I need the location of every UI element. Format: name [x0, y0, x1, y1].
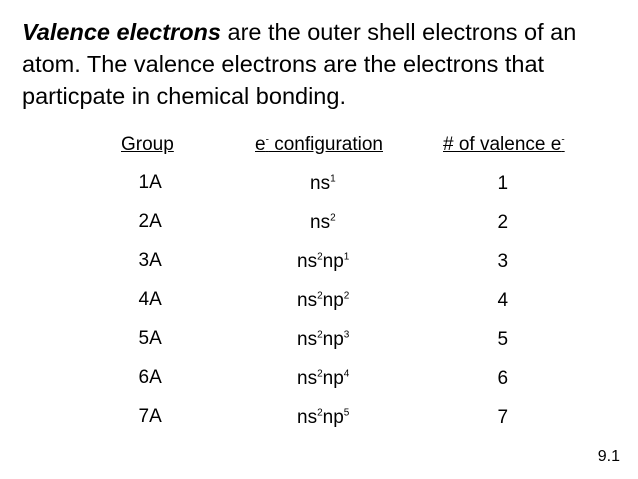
header-config-rest: configuration [268, 134, 383, 155]
cell-group: 4A [138, 289, 162, 310]
header-group: Group [121, 134, 174, 155]
cell-valence-count: 2 [497, 212, 509, 233]
header-configuration [255, 134, 383, 156]
cell-valence-count: 5 [497, 329, 509, 350]
cell-group: 5A [138, 328, 162, 349]
cell-group: 3A [138, 250, 162, 271]
header-config-base: e [255, 134, 266, 155]
cell-valence-count: 1 [497, 173, 509, 194]
cell-valence-count: 3 [497, 251, 509, 272]
cell-configuration: $ns^2np^1$ [297, 251, 350, 272]
intro-text: are the outer shell electrons of an atom. The valence electrons are the electrons that particpate in chemical bonding. [22, 19, 577, 109]
cell-configuration: $ns^2np^2$ [297, 290, 350, 311]
cell-group: 6A [138, 367, 162, 388]
cell-group: 2A [138, 211, 162, 232]
cell-configuration: $ns^2$ [310, 212, 336, 233]
header-valence [443, 134, 565, 156]
cell-configuration: $ns^2np^4$ [297, 368, 350, 389]
slide-number: 9.1 [597, 448, 620, 465]
header-valence-base: # of valence e [443, 134, 562, 155]
cell-group: 1A [138, 172, 162, 193]
key-term: Valence electrons [22, 19, 221, 45]
cell-valence-count: 7 [497, 407, 509, 428]
cell-configuration: $ns^2np^5$ [297, 407, 350, 428]
header-config-sup: - [265, 134, 269, 146]
header-valence-sup: - [561, 134, 565, 146]
cell-group: 7A [138, 406, 162, 427]
cell-configuration: $ns^1$ [310, 173, 336, 194]
cell-valence-count: 4 [497, 290, 509, 311]
cell-configuration: $ns^2np^3$ [297, 329, 350, 350]
intro-paragraph [22, 16, 622, 112]
cell-valence-count: 6 [497, 368, 509, 389]
